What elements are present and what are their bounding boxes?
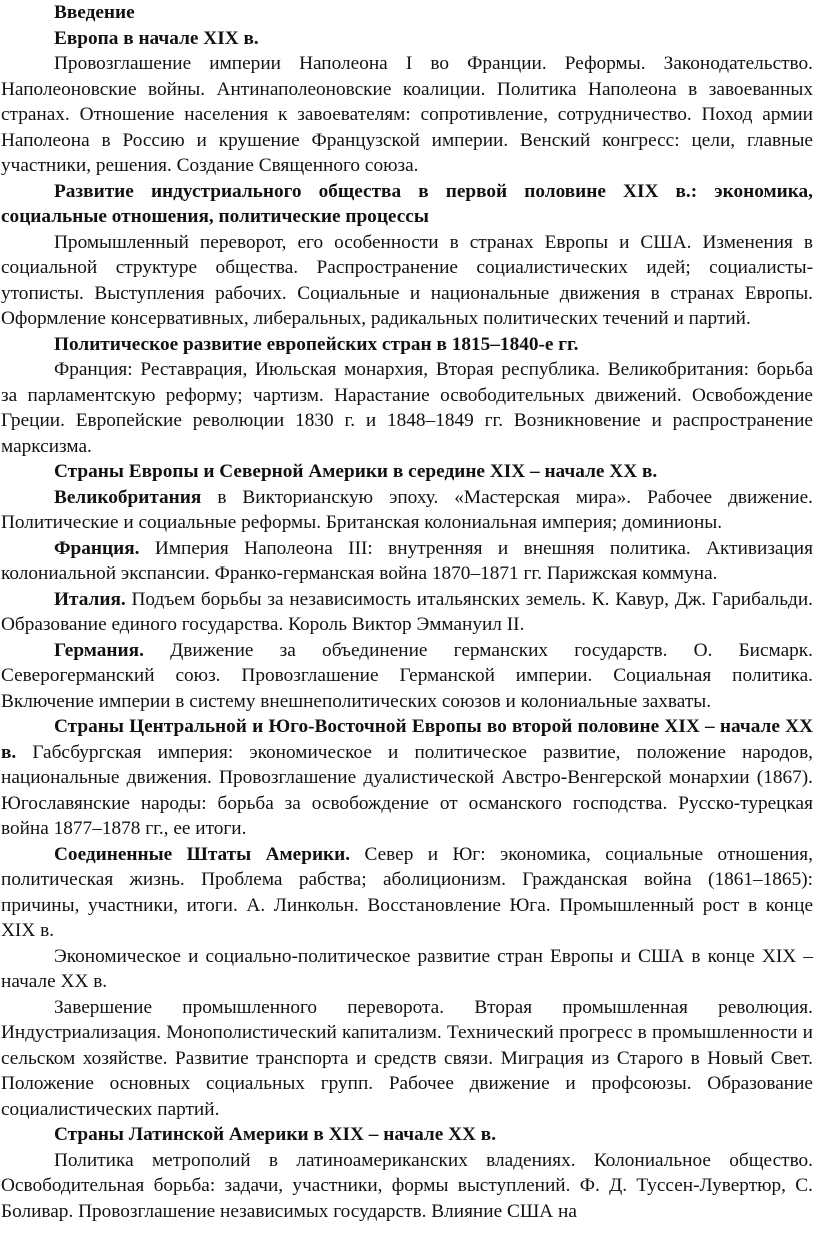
paragraph-industrialization: Завершение промышленного переворота. Вторая промышленная революция. Индустриализация. Монополистический капитализм. Технический прогресс в промышленности и сельском хозяйстве. Развитие транспорта и средств связи. Миграция из Старого в Новый Свет. Положение основных социальных групп. Рабочее движение и профсоюзы. Образование социалистических партий. (1, 996, 813, 1120)
section-heading-mid-19c: Страны Европы и Северной Америки в середине XIX – начале XX в. (54, 461, 658, 482)
intro-heading: Введение (54, 2, 135, 23)
text-italy: Подъем борьбы за независимость итальянских земель. К. Кавур, Дж. Гарибальди. Образование единого государства. Король Виктор Эммануил II. (1, 588, 813, 635)
paragraph-france (1, 536, 813, 587)
paragraph-latin-america: Политика метрополий в латиноамериканских владениях. Колониальное общество. Освободительная борьба: задачи, участники, формы выступлений. Ф. Д. Туссен-Лувертюр, С. Боливар. Провозглашение независимых государств. Влияние США на (1, 1149, 813, 1222)
lead-italy: Италия. (54, 588, 126, 610)
paragraph-italy (1, 587, 813, 638)
paragraph-usa (1, 842, 813, 944)
paragraph-central-europe (1, 714, 813, 842)
paragraph-britain (1, 485, 813, 536)
text-usa: Север и Юг: экономика, социальные отношения, политическая жизнь. Проблема рабства; аболиционизм. Гражданская война (1861–1865): причины, участники, итоги. А. Линкольн. Восстановление Юга. Промышленный рост в конце XIX в. (1, 843, 813, 941)
paragraph-napoleon: Провозглашение империи Наполеона I во Франции. Реформы. Законодательство. Наполеоновские войны. Антинаполеоновские коалиции. Политика Наполеона в завоеванных странах. Отношение населения к завоевателям: сопротивление, сотрудничество. Поход армии Наполеона в Россию и крушение Французской империи. Венский конгресс: цели, главные участники, решения. Создание Священного союза. (1, 53, 813, 176)
section-heading-political-development: Политическое развитие европейских стран в 1815–1840-е гг. (54, 333, 579, 355)
lead-usa: Соединенные Штаты Америки. (54, 843, 351, 865)
text-france: Империя Наполеона III: внутренняя и внешняя политика. Активизация колониальной экспансии. Франко-германская война 1870–1871 гг. Парижская коммуна. (1, 537, 813, 584)
lead-britain: Великобритания (54, 486, 202, 508)
paragraph-germany (1, 638, 813, 715)
paragraph-political-development: Франция: Реставрация, Июльская монархия, Вторая республика. Великобритания: борьба за парламентскую реформу; чартизм. Нарастание освободительных движений. Освобождение Греции. Европейские революции 1830 г. и 1848–1849 гг. Возникновение и распространение марксизма. (1, 359, 813, 457)
text-britain: в Викторианскую эпоху. «Мастерская мира». Рабочее движение. Политические и социальные реформы. Британская колониальная империя; доминионы. (1, 486, 813, 533)
lead-germany: Германия. (54, 639, 144, 661)
text-germany: Движение за объединение германских государств. О. Бисмарк. Северогерманский союз. Провозглашение Германской империи. Социальная политика. Включение империи в систему внешнеполитических союзов и колониальные захваты. (1, 639, 813, 712)
paragraph-economic-development: Экономическое и социально-политическое развитие стран Европы и США в конце XIX – начале XX в. (1, 945, 813, 992)
section-heading-europe-early-19c: Европа в начале XIX в. (54, 27, 259, 49)
lead-france: Франция. (54, 537, 140, 559)
text-central-europe: Габсбургская империя: экономическое и политическое развитие, положение народов, национальные движения. Провозглашение дуалистической Австро-Венгерской монархии (1867). Югославянские народы: борьба за освобождение от османского господства. Русско-турецкая война 1877–1878 гг., ее итоги. (1, 741, 813, 839)
section-heading-industrial-society: Развитие индустриального общества в первой половине XIX в.: экономика, социальные отношения, политические процессы (1, 180, 813, 227)
section-heading-latin-america: Страны Латинской Америки в XIX – начале XX в. (54, 1124, 497, 1145)
paragraph-industrial-revolution: Промышленный переворот, его особенности в странах Европы и США. Изменения в социальной структуре общества. Распространение социалистических идей; социалисты-утописты. Выступления рабочих. Социальные и национальные движения в странах Европы. Оформление консервативных, либеральных, радикальных политических течений и партий. (1, 231, 813, 329)
lead-central-europe: Страны Центральной и Юго-Восточной Европы во второй половине XIX – начале XX в. (1, 716, 813, 763)
